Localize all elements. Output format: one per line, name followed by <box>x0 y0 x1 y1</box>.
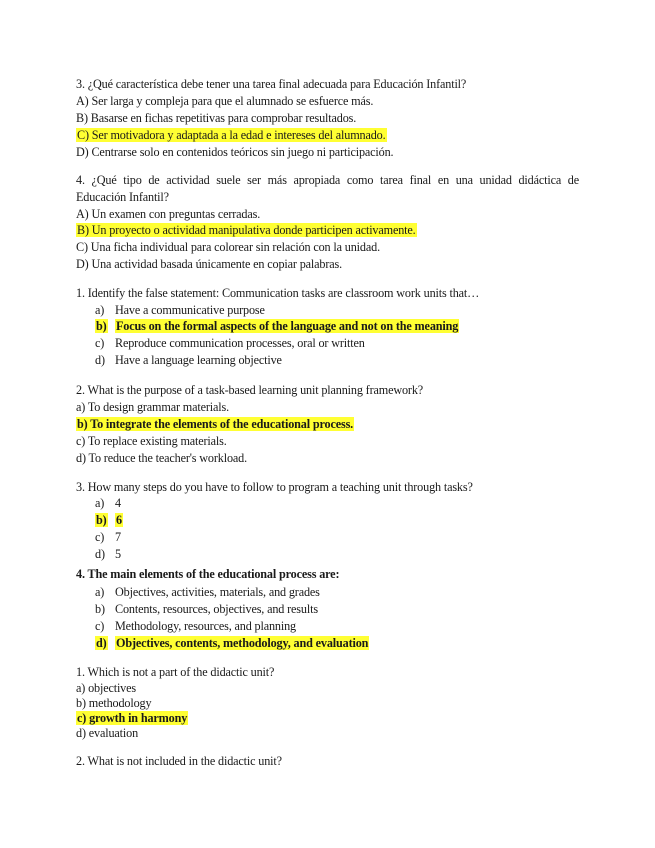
option-marker: c) <box>95 530 105 544</box>
option-marker: a) <box>95 303 105 317</box>
question-4-en: 4. The main elements of the educational process are: <box>76 567 340 581</box>
option-a: a) objectives <box>76 681 136 695</box>
option-d: 5 <box>115 547 121 561</box>
option-marker-highlighted: d) <box>96 636 107 650</box>
option-marker-highlighted: b) <box>96 513 107 527</box>
option-b-highlighted: B) Un proyecto o actividad manipulativa donde participen activamente. <box>77 223 416 237</box>
option-a: A) Un examen con preguntas cerradas. <box>76 207 261 221</box>
question-4-es-line-1: 4. ¿Qué tipo de actividad suele ser más apropiada como tarea final en una unidad didáctica de <box>76 173 579 187</box>
question-2-en: 2. What is the purpose of a task-based learning unit planning framework? <box>76 383 424 397</box>
option-marker: c) <box>95 619 105 633</box>
option-d: D) Centrarse solo en contenidos teóricos sin juego ni participación. <box>76 145 394 159</box>
option-b-highlighted: Focus on the formal aspects of the language and not on the meaning <box>116 319 459 333</box>
option-d: Have a language learning objective <box>115 353 282 367</box>
option-b-highlighted: 6 <box>116 513 122 527</box>
question-2-unit: 2. What is not included in the didactic unit? <box>76 754 282 768</box>
option-d-highlighted: Objectives, contents, methodology, and evaluation <box>116 636 369 650</box>
option-marker: a) <box>95 496 105 510</box>
option-d: D) Una actividad basada únicamente en copiar palabras. <box>76 257 342 271</box>
option-b-highlighted: b) To integrate the elements of the educational process. <box>77 417 354 431</box>
option-marker: a) <box>95 585 105 599</box>
option-a: Have a communicative purpose <box>115 303 265 317</box>
option-marker: d) <box>95 353 105 367</box>
question-1-en: 1. Identify the false statement: Communication tasks are classroom work units that… <box>76 286 480 300</box>
option-d: d) To reduce the teacher's workload. <box>76 451 248 465</box>
option-c: c) To replace existing materials. <box>76 434 227 448</box>
option-c: Reproduce communication processes, oral or written <box>115 336 365 350</box>
option-a: 4 <box>115 496 121 510</box>
option-b: B) Basarse en fichas repetitivas para comprobar resultados. <box>76 111 357 125</box>
option-c: C) Una ficha individual para colorear sin relación con la unidad. <box>76 240 380 254</box>
option-d: d) evaluation <box>76 726 139 740</box>
question-3-en: 3. How many steps do you have to follow to program a teaching unit through tasks? <box>76 480 473 494</box>
option-marker: b) <box>95 602 105 616</box>
question-3-es: 3. ¿Qué característica debe tener una tarea final adecuada para Educación Infantil? <box>76 77 467 91</box>
option-marker: d) <box>95 547 105 561</box>
option-c-highlighted: c) growth in harmony <box>77 711 188 725</box>
option-c-highlighted: C) Ser motivadora y adaptada a la edad e intereses del alumnado. <box>77 128 386 142</box>
question-4-es-line-2: Educación Infantil? <box>76 190 169 204</box>
option-b: Contents, resources, objectives, and results <box>115 602 318 616</box>
question-1-unit: 1. Which is not a part of the didactic unit? <box>76 665 275 679</box>
option-a: Objectives, activities, materials, and grades <box>115 585 320 599</box>
option-a: a) To design grammar materials. <box>76 400 229 414</box>
option-a: A) Ser larga y compleja para que el alumnado se esfuerce más. <box>76 94 374 108</box>
option-marker: c) <box>95 336 105 350</box>
option-marker-highlighted: b) <box>96 319 107 333</box>
option-b: b) methodology <box>76 696 152 710</box>
option-c: Methodology, resources, and planning <box>115 619 296 633</box>
option-c: 7 <box>115 530 121 544</box>
